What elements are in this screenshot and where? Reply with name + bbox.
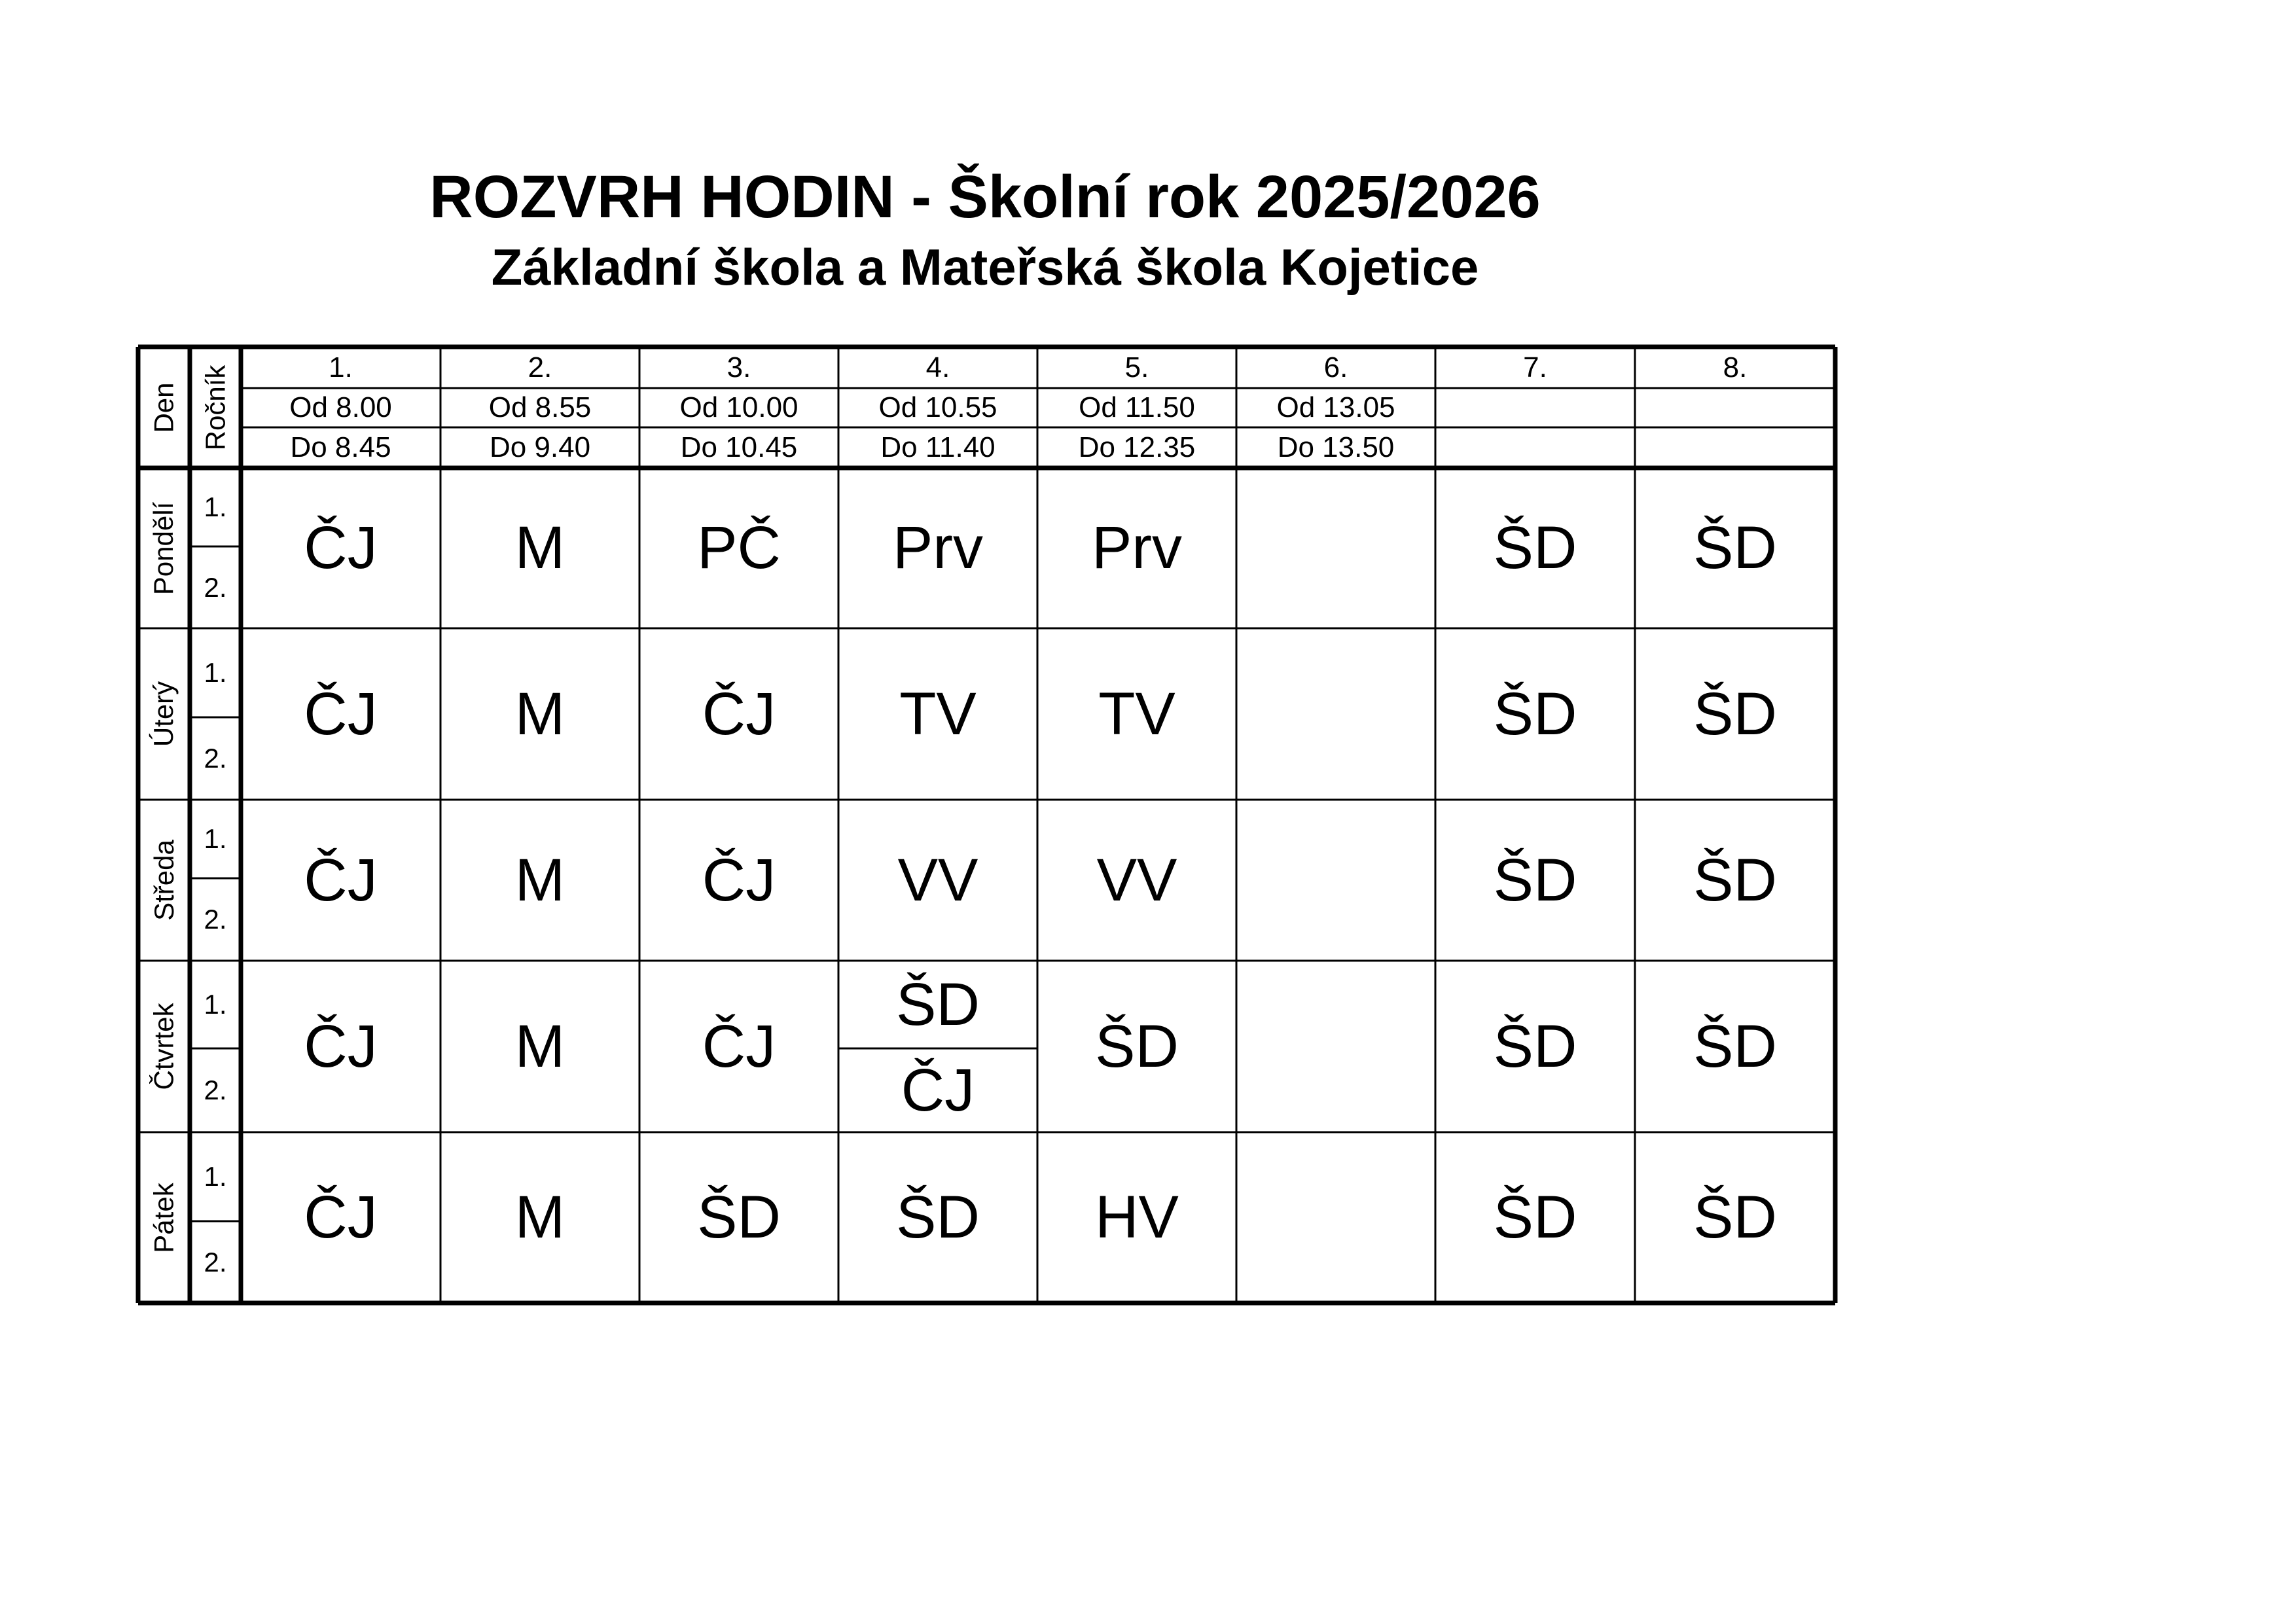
period-end-time: Do 13.50 <box>1277 431 1395 463</box>
lesson-cell: ČJ <box>702 680 776 747</box>
lesson-cell <box>1236 800 1435 961</box>
period-start-time <box>1635 388 1835 427</box>
grade-column-header: Ročník <box>200 365 230 450</box>
day-column-header-cell <box>138 347 190 468</box>
lesson-cell: ŠD <box>1493 1012 1577 1080</box>
grade-label: 2. <box>204 743 227 774</box>
period-end-time: Do 11.40 <box>880 431 996 463</box>
day-name-cell <box>138 628 190 800</box>
timetable <box>138 347 1835 1303</box>
lesson-cell <box>1236 468 1435 628</box>
lesson-cell: M <box>514 846 565 914</box>
lesson-cell: ŠD <box>1693 846 1777 914</box>
period-start-time: Od 10.55 <box>878 391 997 423</box>
grade-label: 2. <box>204 571 227 603</box>
grade-label: 2. <box>204 904 227 935</box>
period-start-time: Od 8.55 <box>488 391 592 423</box>
period-number: 7. <box>1523 351 1547 383</box>
day-name: Čtvrtek <box>148 1003 179 1090</box>
lesson-cell: M <box>514 1184 565 1251</box>
grade-label: 1. <box>204 989 227 1020</box>
grade-label: 2. <box>204 1075 227 1105</box>
lesson-cell: Prv <box>1092 514 1182 581</box>
period-number: 4. <box>925 351 950 383</box>
lesson-cell: ČJ <box>702 846 776 914</box>
lesson-cell: TV <box>899 680 977 747</box>
grade-label: 1. <box>204 491 227 522</box>
lesson-cell: VV <box>897 846 978 914</box>
day-name: Středa <box>148 840 179 921</box>
period-end-time: Do 10.45 <box>680 431 798 463</box>
period-start-time: Od 13.05 <box>1276 391 1395 423</box>
period-start-time: Od 10.00 <box>679 391 798 423</box>
lesson-cell: M <box>514 680 565 747</box>
lesson-cell: TV <box>1098 680 1175 747</box>
lesson-cell: ŠD <box>1693 680 1777 747</box>
lesson-cell: M <box>514 1012 565 1080</box>
lesson-cell: ŠD <box>896 971 980 1038</box>
grade-label: 1. <box>204 823 227 854</box>
period-number: 6. <box>1323 351 1348 383</box>
day-name-cell <box>138 468 190 628</box>
period-start-time: Od 8.00 <box>289 391 392 423</box>
lesson-cell: ČJ <box>901 1056 975 1124</box>
grade-label: 1. <box>204 1161 227 1192</box>
lesson-cell: ČJ <box>304 680 378 747</box>
grade-label: 1. <box>204 657 227 688</box>
lesson-cell: ŠD <box>1693 1012 1777 1080</box>
day-name-cell <box>138 800 190 961</box>
grade-label: 2. <box>204 1246 227 1277</box>
period-start-time <box>1435 388 1635 427</box>
lesson-cell: ČJ <box>304 514 378 581</box>
period-number: 5. <box>1124 351 1149 383</box>
day-name: Pondělí <box>148 501 179 595</box>
period-end-time: Do 12.35 <box>1078 431 1196 463</box>
lesson-cell: ŠD <box>1693 1184 1777 1251</box>
day-name-cell <box>138 1132 190 1303</box>
lesson-cell: ŠD <box>697 1184 781 1251</box>
lesson-cell: ČJ <box>304 846 378 914</box>
lesson-cell <box>1236 1132 1435 1303</box>
day-name: Úterý <box>148 681 179 747</box>
lesson-cell: ŠD <box>896 1184 980 1251</box>
period-end-time <box>1435 427 1635 468</box>
lesson-cell: ČJ <box>304 1012 378 1080</box>
period-number: 3. <box>726 351 751 383</box>
period-start-time: Od 11.50 <box>1079 391 1195 423</box>
period-number: 8. <box>1723 351 1748 383</box>
lesson-cell: ČJ <box>304 1184 378 1251</box>
lesson-cell: ŠD <box>1095 1012 1179 1080</box>
lesson-cell: ŠD <box>1493 680 1577 747</box>
lesson-cell: M <box>514 514 565 581</box>
period-end-time: Do 8.45 <box>290 431 391 463</box>
day-name: Pátek <box>148 1182 179 1253</box>
lesson-cell: ŠD <box>1493 514 1577 581</box>
lesson-cell: ŠD <box>1493 1184 1577 1251</box>
lesson-cell <box>1236 628 1435 800</box>
page-title: ROZVRH HODIN - Školní rok 2025/2026 <box>429 164 1541 230</box>
lesson-cell: ŠD <box>1493 846 1577 914</box>
lesson-cell: HV <box>1095 1184 1179 1251</box>
lesson-cell: PČ <box>697 514 781 581</box>
grade-column-header-cell <box>190 347 241 468</box>
lesson-cell: VV <box>1096 846 1177 914</box>
period-number: 2. <box>528 351 552 383</box>
lesson-cell: ŠD <box>1693 514 1777 581</box>
lesson-cell: ČJ <box>702 1012 776 1080</box>
period-end-time <box>1635 427 1835 468</box>
lesson-cell: Prv <box>893 514 983 581</box>
lesson-cell <box>1236 961 1435 1132</box>
school-name: Základní škola a Mateřská škola Kojetice <box>491 238 1479 296</box>
day-name-cell <box>138 961 190 1132</box>
day-column-header: Den <box>148 382 179 433</box>
period-end-time: Do 9.40 <box>489 431 591 463</box>
period-number: 1. <box>329 351 353 383</box>
